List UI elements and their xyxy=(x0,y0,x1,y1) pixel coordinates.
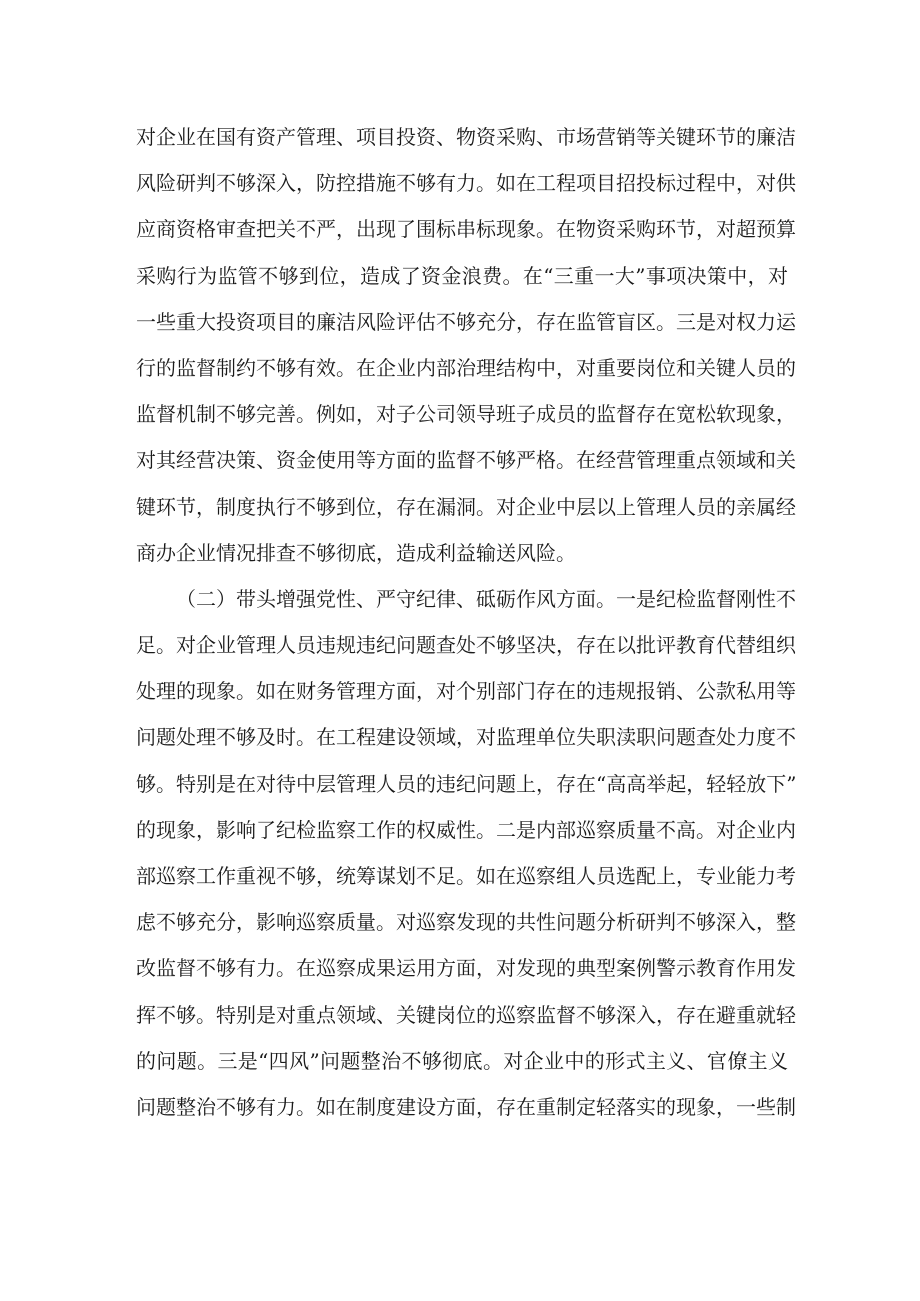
text-line: 挥不够。特别是对重点领域、关键岗位的巡察监督不够深入，存在避重就轻 xyxy=(136,1002,796,1027)
text-line: 监督机制不够完善。例如，对子公司领导班子成员的监督存在宽松软现象， xyxy=(136,402,796,427)
text-line: 行的监督制约不够有效。在企业内部治理结构中，对重要岗位和关键人员的 xyxy=(136,355,796,380)
text-line: 对企业在国有资产管理、项目投资、物资采购、市场营销等关键环节的廉洁 xyxy=(136,125,796,149)
text-line: 对其经营决策、资金使用等方面的监督不够严格。在经营管理重点领域和关 xyxy=(136,448,796,473)
text-line: 部巡察工作重视不够，统筹谋划不足。如在巡察组人员选配上，专业能力考 xyxy=(136,864,796,888)
text-line: 问题整治不够有力。如在制度建设方面，存在重制定轻落实的现象，一些制 xyxy=(136,1094,796,1119)
text-line: 商办企业情况排查不够彻底，造成利益输送风险。 xyxy=(136,540,576,565)
text-line: 改监督不够有力。在巡察成果运用方面，对发现的典型案例警示教育作用发 xyxy=(136,956,796,981)
text-line: 足。对企业管理人员违规违纪问题查处不够坚决，存在以批评教育代替组织 xyxy=(136,633,796,658)
text-line: 风险研判不够深入，防控措施不够有力。如在工程项目招投标过程中，对供 xyxy=(136,171,796,196)
text-line: 采购行为监管不够到位，造成了资金浪费。在“三重一大”事项决策中，对 xyxy=(136,263,788,288)
text-line: 一些重大投资项目的廉洁风险评估不够充分，存在监管盲区。三是对权力运 xyxy=(136,309,796,334)
text-line: 问题处理不够及时。在工程建设领域，对监理单位失职渎职问题查处力度不 xyxy=(136,725,796,750)
text-line: 虑不够充分，影响巡察质量。对巡察发现的共性问题分析研判不够深入，整 xyxy=(136,910,796,935)
text-line: 的现象，影响了纪检监察工作的权威性。二是内部巡察质量不高。对企业内 xyxy=(136,817,796,842)
text-line: 处理的现象。如在财务管理方面，对个别部门存在的违规报销、公款私用等 xyxy=(136,679,796,704)
text-line: 的问题。三是“四风”问题整治不够彻底。对企业中的形式主义、官僚主义 xyxy=(136,1048,788,1073)
text-line: 应商资格审查把关不严，出现了围标串标现象。在物资采购环节，对超预算 xyxy=(136,217,796,242)
document-body xyxy=(136,114,797,1130)
text-line: 够。特别是在对待中层管理人员的违纪问题上，存在“高高举起，轻轻放下” xyxy=(136,771,797,796)
text-line: 键环节，制度执行不够到位，存在漏洞。对企业中层以上管理人员的亲属经 xyxy=(136,494,796,519)
paragraph-heading-line: （二）带头增强党性、严守纪律、砥砺作风方面。一是纪检监督刚性不 xyxy=(176,586,796,611)
